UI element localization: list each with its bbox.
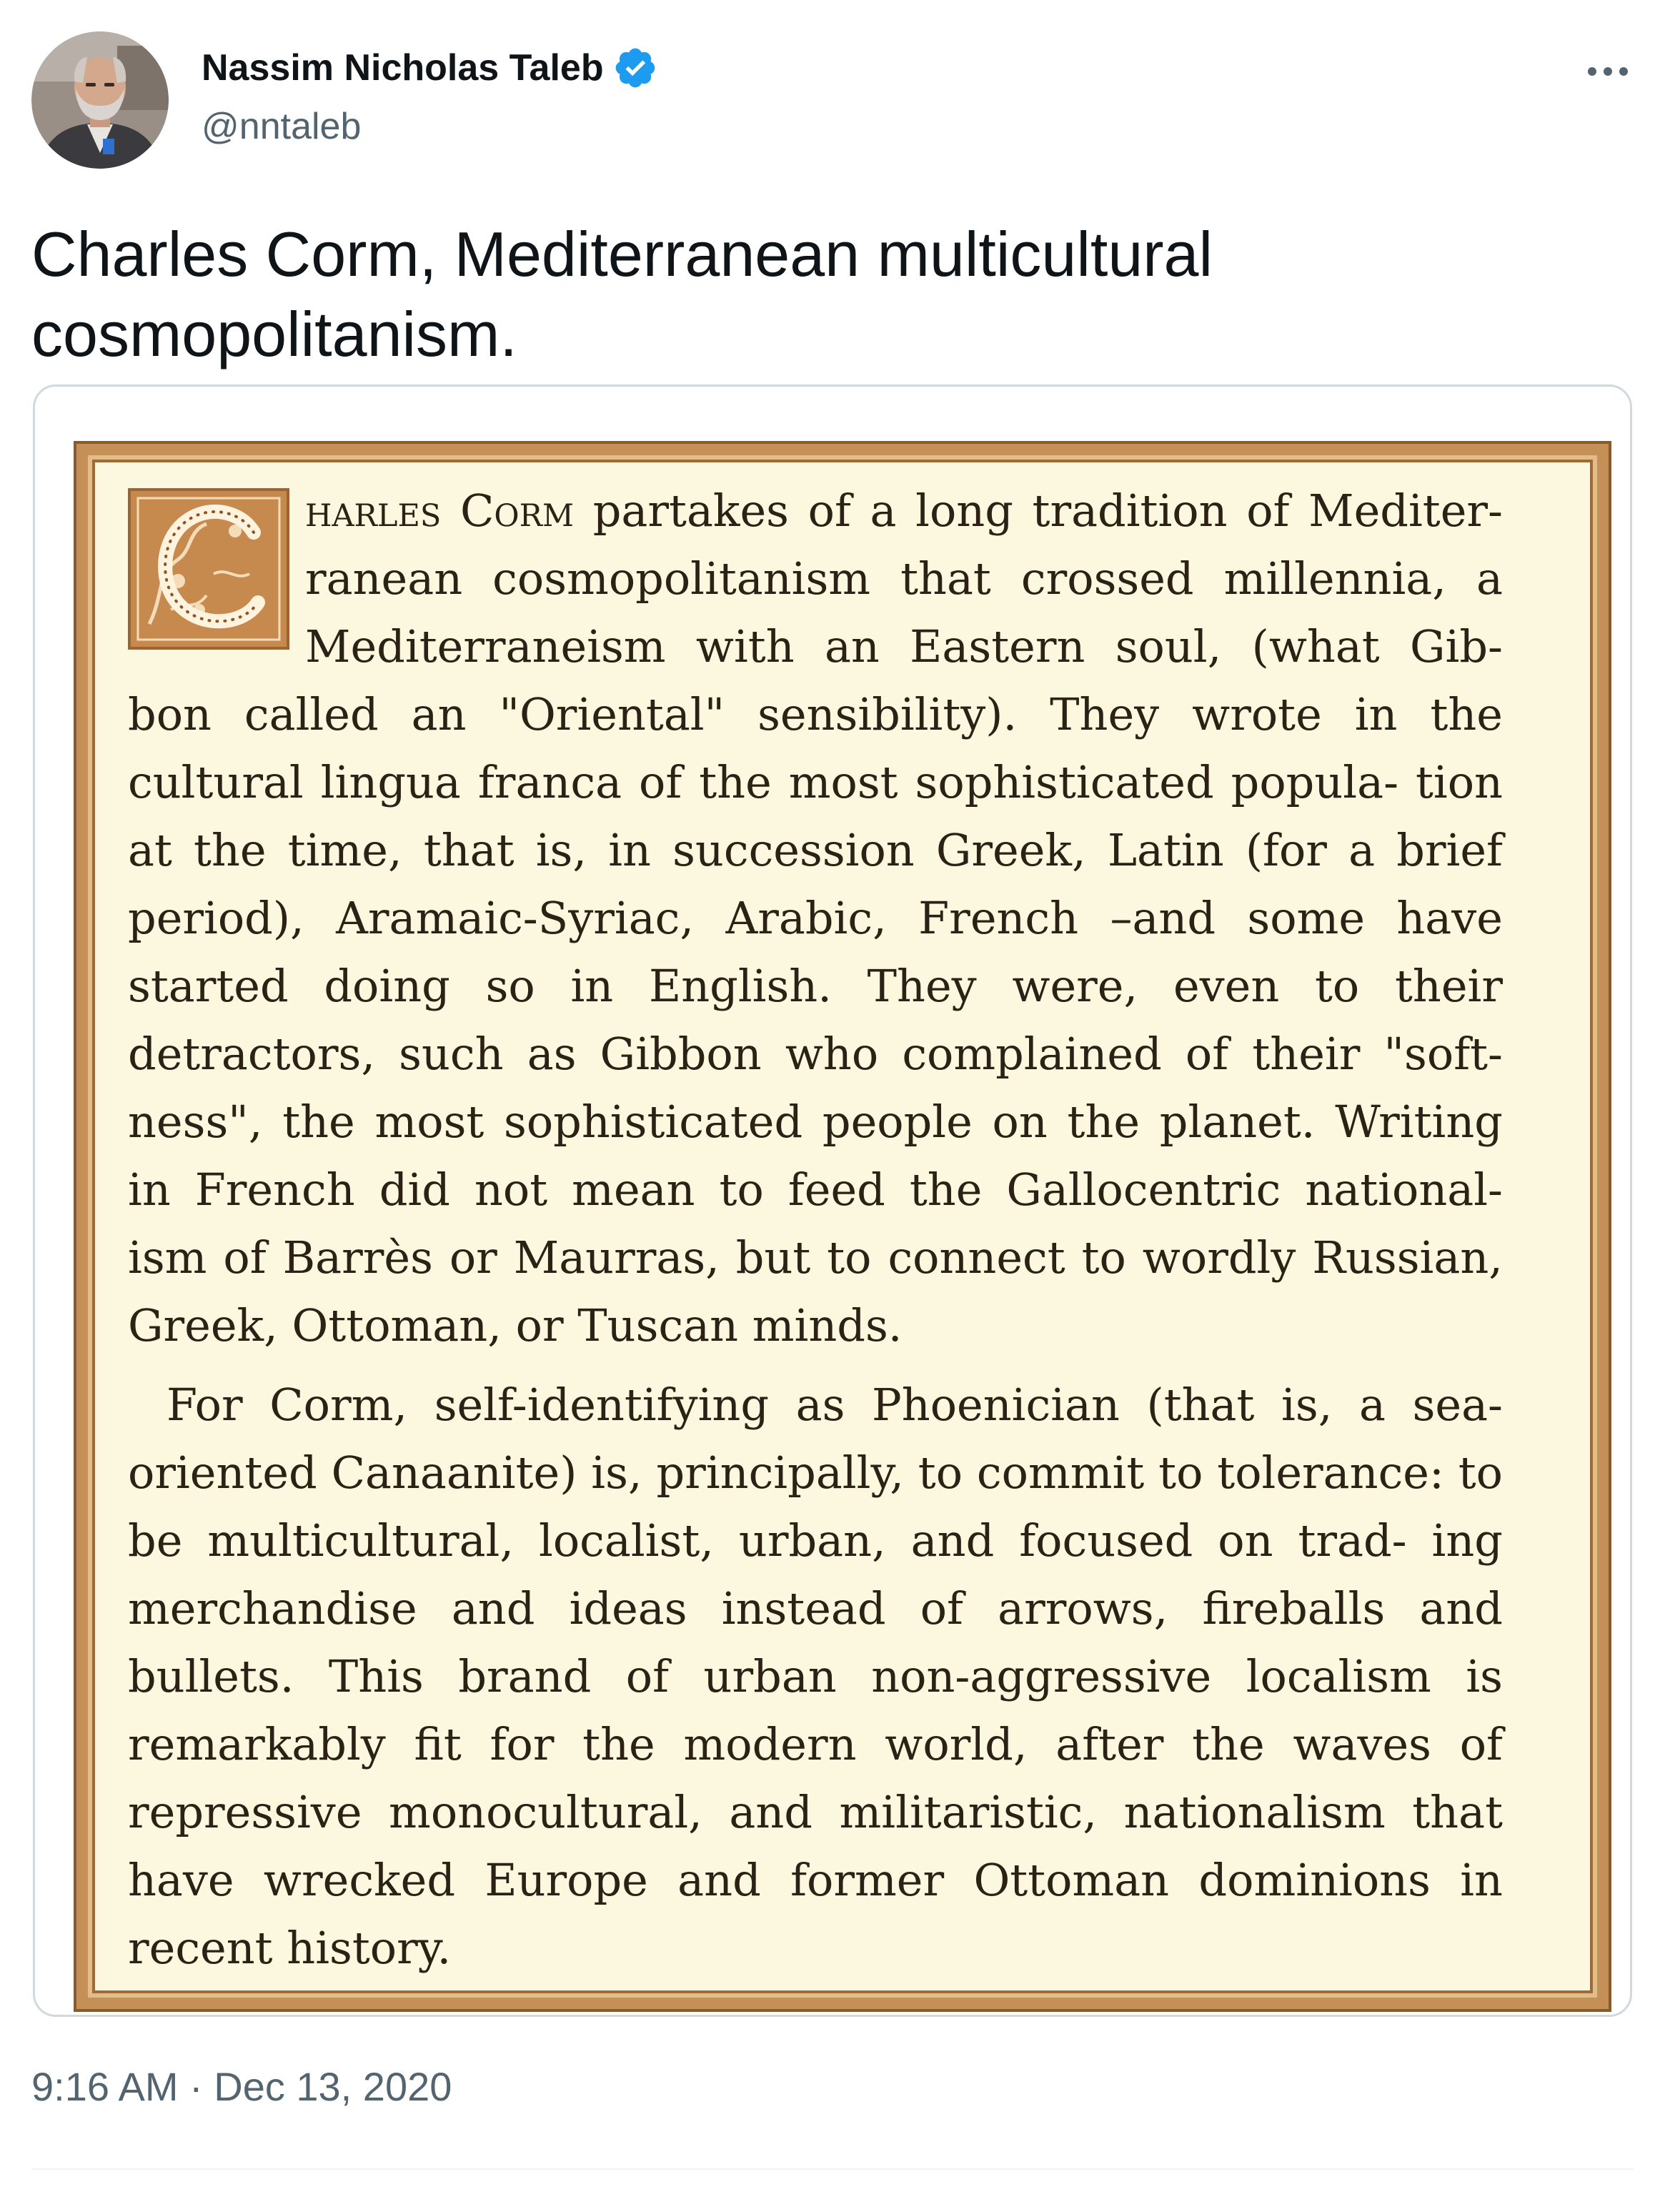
tweet-text: Charles Corm, Mediterranean multicultural cosmopolitanism. (31, 219, 1213, 370)
tweet-timestamp[interactable] (31, 2058, 452, 2116)
avatar-photo-icon (31, 31, 169, 169)
first-word-rest: harles (305, 485, 442, 537)
author-name-row[interactable] (202, 43, 658, 93)
divider (31, 2168, 1634, 2170)
avatar[interactable] (31, 31, 169, 169)
verified-badge-icon (612, 45, 658, 91)
tweet-media-image[interactable] (33, 385, 1632, 2017)
more-dot (1588, 67, 1596, 76)
more-dot (1619, 67, 1628, 76)
ornamental-initial-c-icon (128, 488, 289, 650)
book-page-text (128, 477, 1503, 1982)
author-name[interactable]: Nassim Nicholas Taleb (202, 47, 604, 89)
timestamp-separator: · (189, 2064, 203, 2109)
more-dot (1604, 67, 1612, 76)
author-handle[interactable]: @nntaleb (202, 106, 362, 147)
tweet-date[interactable]: Dec 13, 2020 (214, 2064, 452, 2109)
book-paragraph-1 (128, 477, 1503, 1359)
paragraph-1-body: partakes of a long tradition of Mediter- ranean cosmopolitanism that crossed millennia, a Mediterraneism with an Eastern soul, (what Gib- bon called an "Oriental" sensibility). They wrote in the cultural lingua franca of the most sophisticated popula- tion at the time, that is, in succession Greek, Latin (for a brief period), Aramaic-Syriac, Arabic, French –and some have started doing so in English. They were, even to their detractors, such as Gibbon who complained of their "soft- ness", the most sophisticated people on the planet. Writing in French did not mean to feed the Gallocentric national- ism of Barrès or Maurras, but to connect to wordly Russian, Greek, Ottoman, or Tuscan minds. (128, 485, 1503, 1351)
tweet-time[interactable]: 9:16 AM (31, 2064, 179, 2109)
name-smallcaps: Corm (459, 485, 575, 537)
more-options-icon[interactable] (1579, 50, 1636, 93)
book-paragraph-2: For Corm, self-identifying as Phoenician (that is, a sea- oriented Canaanite) is, principally, to commit to tolerance: to be multicultural, localist, urban, and focused on trad- ing merchandise and ideas instead of arrows, fireballs and bullets. This brand of urban non-aggressive localism is remarkably fit for the modern world, after the waves of repressive monocultural, and militaristic, nationalism that have wrecked Europe and former Ottoman dominions in recent history. (128, 1379, 1503, 1974)
